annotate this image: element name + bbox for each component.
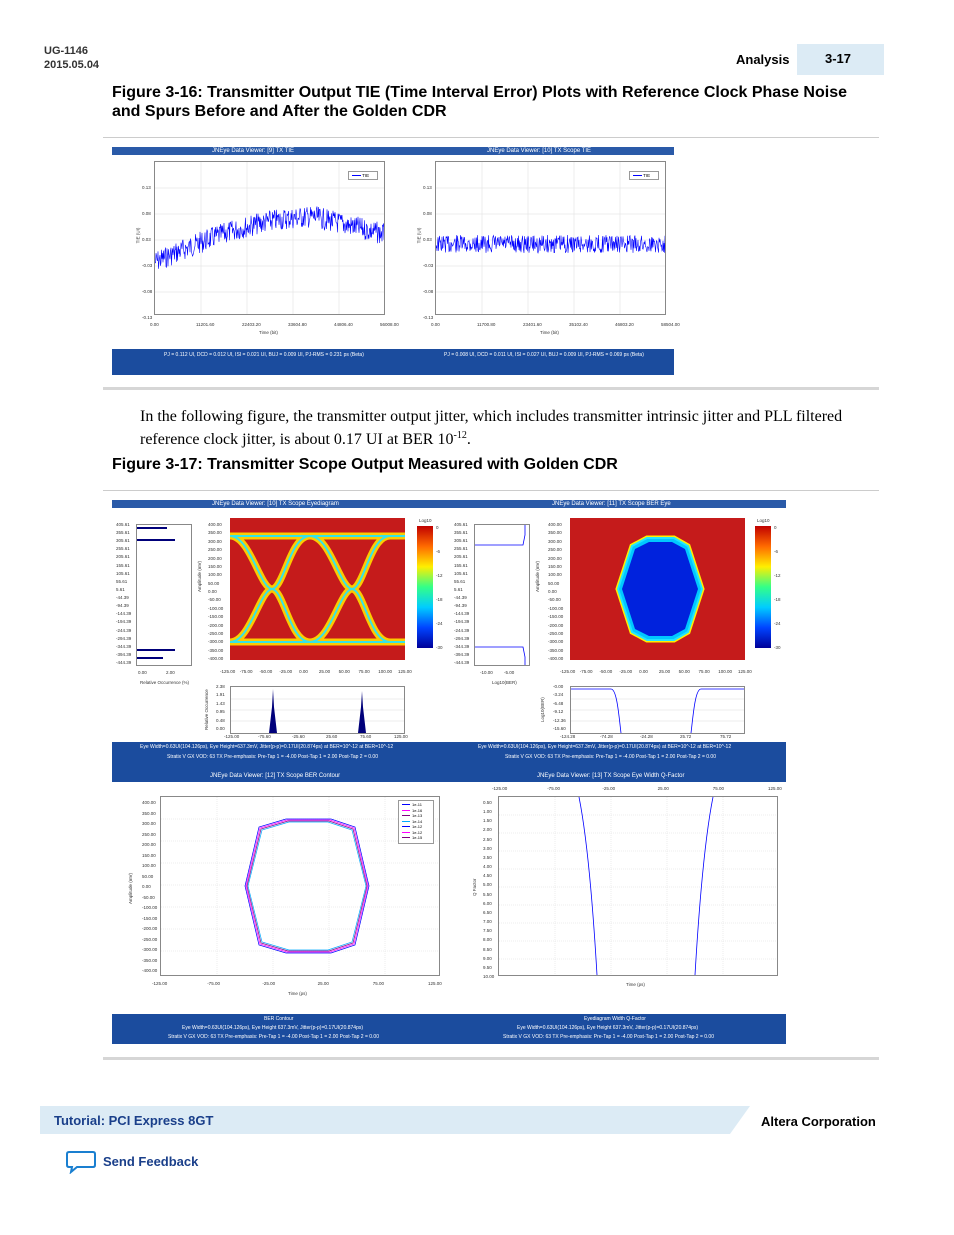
- page-number: 3-17: [825, 51, 852, 66]
- ber-ytick-13: -250.00: [548, 630, 564, 636]
- contour-xtick-4: 75.00: [372, 981, 385, 986]
- ro-xtick-0: -125.00: [224, 734, 240, 739]
- eye-ytick-11: -150.00: [208, 614, 224, 620]
- qfactor-ytick-19: 10.00: [483, 974, 495, 979]
- figure-16-title-bar: [112, 147, 674, 155]
- eye-ytick-12: -200.00: [208, 622, 224, 628]
- tie-left-ytick-2: 0.03: [142, 237, 151, 242]
- lb-ytick-5: -15.60: [553, 726, 566, 731]
- eye-ytick-8: 0.00: [208, 589, 217, 594]
- lb-xtick-0: -124.28: [560, 734, 576, 739]
- qfactor-xlabel: Time (ps): [626, 982, 645, 987]
- tie-left-stats: PJ = 0.112 UI, DCD = 0.012 UI, ISI = 0.021 UI, BUJ = 0.009 UI, PJ-RMS = 0.231 ps (Beta): [164, 352, 364, 358]
- hist-ytick-7: 55.61: [116, 578, 128, 584]
- contour-legend-label: 1e-12: [412, 829, 423, 835]
- doc-header-id: [44, 44, 99, 72]
- ber-ytick-4: 200.00: [548, 555, 562, 561]
- ber-ytick-16: -400.00: [548, 656, 564, 661]
- qfactor-ytick-9: 5.00: [483, 882, 492, 888]
- qfactor-ytick-13: 7.00: [483, 919, 492, 925]
- qfactor-xtick-5: 125.00: [768, 786, 782, 791]
- figure-16-title: Figure 3-16: Transmitter Output TIE (Time Interval Error) Plots with Reference Clock Phase Noise and Spurs Before and After the Golden CDR: [112, 84, 847, 120]
- eye-ytick-1: 350.00: [208, 530, 222, 536]
- eye-ytick-2: 300.00: [208, 538, 222, 544]
- hist-xtick-0: 0.00: [138, 670, 147, 675]
- ber-ytick-11: -150.00: [548, 614, 564, 620]
- doc-id: UG-1146: [44, 45, 89, 57]
- contour-config: Stratix V GX VOD: 63 TX Pre-emphasis: Pre-Tap 1 = -4.00 Post-Tap 1 = 2.00 Post-Tap 2 = 0.00: [168, 1034, 379, 1040]
- tie-left-ylabel: TIE (UI): [135, 227, 141, 244]
- contour-ytick-8: 0.00: [142, 884, 151, 889]
- ro-xtick-4: 75.60: [360, 734, 372, 739]
- eye-cbar-tick-4: -24: [436, 621, 443, 626]
- lb-xtick-2: -24.28: [640, 734, 653, 739]
- qfactor-ytick-5: 3.00: [483, 845, 492, 851]
- ber-ytick-1: 350.00: [548, 530, 562, 536]
- ro-xtick-3: 25.60: [326, 734, 338, 739]
- hist-ytick-5: 155.61: [116, 562, 130, 568]
- qfactor-xtick-0: -125.00: [492, 786, 508, 791]
- page-number-tab: [797, 44, 884, 75]
- bt-ytick-10: -94.39: [454, 603, 467, 609]
- hist-ytick-0: 405.61: [116, 522, 130, 527]
- ber-colorbar-label: Log10: [757, 518, 770, 523]
- relative-occurrence-plot: [230, 686, 405, 734]
- contour-ytick-9: -50.00: [142, 894, 155, 900]
- ber-ytick-14: -300.00: [548, 639, 564, 645]
- hist-ytick-13: -244.39: [116, 627, 132, 633]
- tie-right-plot-area: [435, 161, 666, 315]
- doc-date: 2015.05.04: [44, 59, 100, 71]
- tie-right-window-title: JNEye Data Viewer: [10] TX Scope TIE: [487, 148, 592, 154]
- contour-legend-label: 1e-12: [412, 824, 423, 829]
- ber-cbar-tick-1: -6: [774, 549, 779, 554]
- hist-ytick-17: -444.39: [116, 660, 132, 665]
- ber-eye-window-title: JNEye Data Viewer: [11] TX Scope BER Eye: [552, 501, 671, 507]
- hist-ytick-1: 355.61: [116, 530, 130, 536]
- lb-ylabel: Log10(BER): [540, 697, 545, 722]
- contour-xtick-3: 25.00: [317, 981, 329, 986]
- contour-ytick-1: 350.00: [142, 810, 156, 816]
- eye-cbar-tick-3: -18: [436, 597, 443, 602]
- eye-ytick-7: 50.00: [208, 580, 220, 586]
- qfactor-ytick-2: 1.50: [483, 818, 492, 824]
- contour-ytick-16: -400.00: [142, 968, 158, 973]
- eye-cbar-tick-5: -30: [436, 645, 443, 650]
- figure-16-image: [112, 147, 680, 375]
- contour-width-stats: Eye Width=0.63UI(104.126ps), Eye Height 637.3mV, Jitter(p-p)=0.17UI(20.874ps): [182, 1025, 364, 1031]
- lb-xtick-1: -74.28: [600, 734, 613, 739]
- tie-left-xtick-3: 33604.80: [288, 322, 307, 327]
- tie-right-ytick-1: 0.08: [423, 211, 432, 216]
- contour-legend-label: 1e-14: [412, 818, 423, 824]
- tie-left-xtick-4: 44806.40: [334, 322, 353, 327]
- bt-ytick-2: 305.61: [454, 538, 468, 544]
- eyediagram-window-title: JNEye Data Viewer: [10] TX Scope Eyediagram: [212, 501, 339, 507]
- qfactor-ylabel: Q Factor: [472, 878, 477, 896]
- qfactor-ytick-14: 7.50: [483, 928, 492, 934]
- contour-xlabel: Time (ps): [288, 991, 307, 996]
- eye-ytick-10: -100.00: [208, 605, 224, 611]
- bt-ytick-15: -344.39: [454, 643, 470, 649]
- lb-ytick-3: -9.12: [553, 709, 564, 715]
- bt-ytick-14: -294.39: [454, 635, 470, 641]
- qfactor-plot: [498, 796, 778, 976]
- bt-ytick-3: 255.61: [454, 546, 468, 552]
- hist-ytick-3: 255.61: [116, 546, 130, 552]
- eye-ytick-13: -250.00: [208, 630, 224, 636]
- contour-ytick-5: 150.00: [142, 852, 156, 858]
- eye-stats-left: Eye Width=0.63UI(104.126ps), Eye Height=637.3mV, Jitter(p-p)=0.17UI(20.874ps) at BER=10^-12 at BER=10^-12: [140, 744, 394, 750]
- body-paragraph-exponent: -12: [453, 430, 467, 441]
- contour-legend-label: 1e-11: [412, 802, 422, 807]
- eye-xtick-5: 25.00: [318, 669, 331, 674]
- eye-xtick-6: 50.00: [338, 669, 350, 674]
- ro-ytick-4: 0.48: [216, 717, 225, 723]
- ro-ylabel: Relative Occurrence: [204, 689, 209, 730]
- bt-ytick-6: 105.61: [454, 570, 468, 576]
- qfactor-ytick-3: 2.00: [483, 827, 492, 833]
- hist-ytick-6: 105.61: [116, 570, 130, 576]
- qfactor-xtick-3: 25.00: [657, 786, 669, 791]
- ber-xtick-2: -50.00: [599, 669, 613, 674]
- eye-xtick-8: 100.00: [378, 669, 392, 674]
- ber-xtick-1: -75.00: [579, 669, 593, 674]
- eye-ytick-5: 150.00: [208, 563, 222, 569]
- qfactor-ytick-1: 1.00: [483, 809, 492, 815]
- contour-ytick-4: 200.00: [142, 842, 156, 847]
- eye-ytick-3: 250.00: [208, 547, 222, 553]
- ro-ytick-3: 0.95: [216, 709, 225, 715]
- bt-ytick-4: 205.61: [454, 554, 468, 560]
- eye-xtick-7: 75.00: [358, 669, 370, 674]
- eye-ytick-14: -300.00: [208, 639, 224, 645]
- ber-eye-shape: [570, 518, 745, 660]
- figure-16-stats-bar: [112, 349, 674, 375]
- ber-ytick-15: -350.00: [548, 647, 564, 653]
- tie-left-ytick-4: -0.08: [142, 289, 153, 294]
- hist-ytick-16: -394.39: [116, 651, 132, 657]
- tie-right-ytick-4: -0.08: [423, 289, 434, 294]
- eye-ylabel: Amplitude (mV): [197, 560, 202, 592]
- bt-ytick-12: -194.39: [454, 619, 470, 625]
- ber-xtick-6: 50.00: [678, 669, 690, 674]
- hist-ytick-14: -294.39: [116, 635, 132, 641]
- qfactor-ytick-15: 8.00: [483, 937, 492, 943]
- tie-right-stats: PJ = 0.008 UI, DCD = 0.011 UI, ISI = 0.027 UI, BUJ = 0.009 UI, PJ-RMS = 0.069 ps (Beta): [444, 352, 644, 358]
- ber-cbar-tick-2: -12: [774, 573, 781, 578]
- ber-ytick-12: -200.00: [548, 622, 564, 628]
- qfactor-ytick-8: 4.50: [483, 873, 492, 879]
- eye-diagram-traces: [230, 518, 405, 660]
- eye-ytick-16: -400.00: [208, 656, 224, 661]
- tie-right-ytick-0: 0.13: [423, 185, 432, 190]
- hist-xtick-1: 2.00: [166, 670, 175, 675]
- qfactor-ytick-17: 9.00: [483, 955, 492, 961]
- contour-xtick-5: 125.00: [428, 981, 442, 986]
- tie-right-xtick-4: 46803.20: [615, 322, 634, 327]
- tie-right-ytick-5: -0.13: [423, 315, 434, 320]
- contour-ytick-3: 250.00: [142, 831, 156, 837]
- tie-left-plot-area: [154, 161, 385, 315]
- hist-ytick-11: -144.39: [116, 611, 132, 617]
- bt-xtick-1: -5.00: [504, 670, 515, 675]
- body-paragraph: [140, 407, 860, 449]
- ber-ytick-5: 150.00: [548, 563, 562, 569]
- eye-ytick-6: 100.00: [208, 572, 222, 578]
- eye-stats-right: Eye Width=0.63UI(104.126ps), Eye Height=637.3mV, Jitter(p-p)=0.17UI(20.874ps) at BER=10^-12 at BER=10^-12: [478, 744, 732, 750]
- hist-ytick-4: 205.61: [116, 554, 130, 560]
- hist-xlabel: Relative Occurrence (%): [140, 680, 190, 685]
- eye-xtick-1: -75.00: [239, 669, 253, 674]
- tie-right-xtick-1: 11700.80: [477, 322, 496, 327]
- ber-xtick-0: -125.00: [560, 669, 576, 674]
- qfactor-xtick-2: -25.00: [602, 786, 616, 791]
- contour-ytick-13: -250.00: [142, 936, 158, 942]
- contour-ytick-7: 50.00: [142, 873, 154, 879]
- ber-eye-heatmap: [570, 518, 745, 660]
- feedback-icon[interactable]: [66, 1150, 96, 1174]
- qfactor-ytick-4: 2.50: [483, 836, 492, 842]
- contour-xtick-2: -25.00: [262, 981, 276, 986]
- eye-cbar-tick-1: -6: [436, 549, 441, 554]
- figure-17-image: [112, 500, 786, 1044]
- ro-xtick-1: -75.60: [258, 734, 271, 739]
- figure-17-title-bar-top: [112, 500, 786, 508]
- eye-xtick-2: -50.00: [259, 669, 273, 674]
- qfactor-ytick-16: 8.50: [483, 946, 492, 952]
- tie-left-xtick-2: 22403.20: [242, 322, 261, 327]
- ro-ytick-2: 1.43: [216, 700, 225, 706]
- bt-xlabel: Log10(BER): [492, 680, 517, 685]
- eye-ytick-9: -50.00: [208, 597, 221, 603]
- tie-right-trace: [436, 162, 665, 314]
- ber-ytick-9: -50.00: [548, 597, 561, 603]
- bathtub-side-trace: [475, 525, 529, 665]
- tie-right-ylabel: TIE (UI): [416, 227, 422, 244]
- ber-ytick-10: -100.00: [548, 605, 564, 611]
- figure-17-bottom-rule: [103, 1057, 879, 1060]
- tie-right-ytick-2: 0.03: [423, 237, 432, 242]
- ber-xtick-5: 25.00: [658, 669, 671, 674]
- bt-ytick-9: -44.39: [454, 595, 467, 601]
- ber-xtick-4: 0.00: [639, 669, 648, 674]
- ber-ytick-0: 400.00: [548, 522, 562, 527]
- contour-ylabel: Amplitude (mV): [128, 872, 133, 904]
- ro-xtick-2: -25.60: [292, 734, 305, 739]
- log-ber-trace: [571, 687, 744, 733]
- ber-ytick-8: 0.00: [548, 589, 557, 594]
- section-name: Analysis: [736, 52, 790, 67]
- contour-ytick-11: -150.00: [142, 915, 158, 921]
- bt-ytick-0: 405.61: [454, 522, 468, 527]
- relative-occurrence-peaks: [231, 687, 404, 733]
- ber-eye-ylabel: Amplitude (mV): [535, 560, 540, 592]
- eye-colorbar-label: Log10: [419, 518, 432, 523]
- ber-ytick-2: 300.00: [548, 538, 562, 544]
- lb-xtick-3: 25.72: [680, 734, 692, 739]
- ber-colorbar: [755, 526, 771, 648]
- bt-xtick-0: -10.00: [480, 670, 493, 675]
- eye-ytick-0: 400.00: [208, 522, 222, 527]
- log-ber-plot: [570, 686, 745, 734]
- tie-left-ytick-5: -0.13: [142, 315, 153, 320]
- ber-cbar-tick-0: 0: [774, 525, 777, 530]
- amplitude-histogram-bars: [137, 525, 191, 665]
- hist-ytick-15: -344.39: [116, 643, 132, 649]
- ber-xtick-9: 125.00: [738, 669, 752, 674]
- contour-ytick-10: -100.00: [142, 905, 158, 910]
- bt-ytick-7: 55.61: [454, 578, 466, 584]
- tie-left-window-title: JNEye Data Viewer: [9] TX TIE: [212, 148, 295, 154]
- qfactor-traces: [499, 797, 777, 975]
- eye-xtick-3: -25.00: [279, 669, 293, 674]
- lb-xtick-4: 75.72: [720, 734, 732, 739]
- footer-doc-title[interactable]: Tutorial: PCI Express 8GT: [54, 1113, 214, 1128]
- qfactor-ytick-10: 5.50: [483, 891, 492, 897]
- eye-ytick-4: 200.00: [208, 555, 222, 561]
- lb-ytick-1: -3.24: [553, 692, 564, 698]
- ro-ytick-0: 2.38: [216, 684, 225, 689]
- send-feedback-link[interactable]: Send Feedback: [103, 1154, 199, 1169]
- hist-ytick-2: 305.61: [116, 538, 130, 544]
- tie-right-xtick-0: 0.00: [431, 322, 440, 327]
- contour-ytick-15: -350.00: [142, 957, 158, 963]
- bottom-stats-bar: [112, 1014, 786, 1044]
- qfactor-xtick-4: 75.00: [712, 786, 725, 791]
- qfactor-window-title: JNEye Data Viewer: [13] TX Scope Eye Width Q-Factor: [537, 773, 685, 779]
- eye-ytick-15: -350.00: [208, 647, 224, 653]
- figure-17-title: Figure 3-17: Transmitter Scope Output Measured with Golden CDR: [112, 456, 618, 473]
- qfactor-ytick-11: 6.00: [483, 900, 492, 906]
- ber-cbar-tick-5: -30: [774, 645, 781, 650]
- eye-cbar-tick-0: 0: [436, 525, 439, 530]
- contour-legend: [398, 800, 434, 844]
- body-paragraph-end: .: [466, 431, 471, 448]
- eye-xtick-4: 0.00: [299, 669, 308, 674]
- eye-cbar-tick-2: -12: [436, 573, 443, 578]
- ber-ytick-7: 50.00: [548, 580, 560, 586]
- bt-ytick-11: -144.39: [454, 611, 470, 617]
- bathtub-side-plot: [474, 524, 530, 666]
- qfactor-xtick-1: -75.00: [547, 786, 560, 791]
- contour-xtick-1: -75.00: [207, 981, 220, 986]
- tie-left-xtick-5: 56008.00: [380, 322, 399, 327]
- tie-left-legend: [348, 171, 378, 180]
- contour-legend-item: [402, 835, 430, 841]
- qfactor-ytick-6: 3.50: [483, 854, 492, 860]
- tie-right-xtick-2: 23401.60: [523, 322, 542, 327]
- qfactor-width-stats: Eye Width=0.63UI(104.126ps), Eye Height 637.3mV, Jitter(p-p)=0.17UI(20.874ps): [517, 1025, 699, 1031]
- tie-right-legend-label: TIE: [643, 173, 651, 178]
- ro-xtick-5: 125.00: [394, 734, 408, 739]
- qfactor-ytick-0: 0.50: [483, 800, 492, 805]
- hist-ytick-10: -94.39: [116, 603, 129, 609]
- ber-cbar-tick-4: -24: [774, 621, 781, 626]
- tie-left-xlabel: Time (bit): [259, 330, 278, 335]
- lb-ytick-2: -6.48: [553, 700, 564, 706]
- contour-ytick-2: 300.00: [142, 821, 156, 826]
- eye-stats-bar: [112, 742, 786, 782]
- qfactor-ytick-7: 4.00: [483, 864, 492, 870]
- tie-right-xlabel: Time (bit): [540, 330, 559, 335]
- tie-left-ytick-1: 0.08: [142, 211, 151, 216]
- contour-legend-items: [402, 802, 430, 841]
- footer-company: Altera Corporation: [761, 1114, 876, 1129]
- ber-xtick-7: 75.00: [698, 669, 710, 674]
- contour-ytick-14: -300.00: [142, 947, 158, 952]
- amplitude-histogram: [136, 524, 192, 666]
- bt-ytick-13: -244.39: [454, 627, 470, 633]
- contour-legend-label: 1e-16: [412, 807, 423, 813]
- contour-caption: BER Contour: [264, 1016, 294, 1022]
- bt-ytick-17: -444.39: [454, 660, 470, 665]
- ro-ytick-5: 0.00: [216, 726, 225, 731]
- ro-ytick-1: 1.91: [216, 692, 225, 698]
- qfactor-config: Stratix V GX VOD: 63 TX Pre-emphasis: Pre-Tap 1 = -4.00 Post-Tap 1 = 2.00 Post-Tap 2 = 0.00: [503, 1034, 714, 1040]
- tie-left-trace: [155, 162, 384, 314]
- eye-xtick-0: -125.00: [220, 669, 236, 674]
- figure-17-top-rule: [103, 490, 879, 491]
- contour-xtick-0: -125.00: [152, 981, 168, 986]
- figure-16-bottom-rule: [103, 387, 879, 390]
- qfactor-ytick-18: 9.50: [483, 964, 492, 970]
- contour-ytick-0: 400.00: [142, 800, 156, 805]
- ber-xtick-8: 100.00: [718, 669, 732, 674]
- eye-diagram-heatmap: [230, 518, 405, 660]
- eye-colorbar: [417, 526, 433, 648]
- figure-16-top-rule: [103, 137, 879, 138]
- tie-left-xtick-1: 11201.60: [196, 322, 215, 327]
- qfactor-ytick-12: 6.50: [483, 909, 492, 915]
- tie-right-ytick-3: -0.03: [423, 263, 434, 268]
- eye-config-left: Stratix V GX VOD: 63 TX Pre-emphasis: Pre-Tap 1 = -4.00 Post-Tap 1 = 2.00 Post-Tap 2 = 0.00: [167, 754, 378, 760]
- contour-ytick-6: 100.00: [142, 863, 156, 868]
- ber-ytick-6: 100.00: [548, 572, 562, 578]
- tie-left-ytick-0: 0.13: [142, 185, 151, 190]
- qfactor-caption: Eyediagram Width Q-Factor: [584, 1016, 646, 1022]
- hist-ytick-9: -44.39: [116, 595, 129, 601]
- tie-left-ytick-3: -0.03: [142, 263, 153, 268]
- contour-legend-label: 1e-15: [412, 835, 423, 840]
- bt-ytick-5: 155.61: [454, 562, 468, 568]
- ber-ytick-3: 250.00: [548, 547, 562, 553]
- contour-legend-label: 1e-13: [412, 813, 423, 818]
- ber-cbar-tick-3: -18: [774, 597, 781, 602]
- bt-ytick-8: 5.61: [454, 586, 463, 592]
- contour-ytick-12: -200.00: [142, 926, 158, 931]
- ber-xtick-3: -25.00: [619, 669, 633, 674]
- eye-config-right: Stratix V GX VOD: 63 TX Pre-emphasis: Pre-Tap 1 = -4.00 Post-Tap 1 = 2.00 Post-Tap 2 = 0.00: [505, 754, 716, 760]
- bt-ytick-1: 355.61: [454, 530, 468, 536]
- tie-left-legend-label: TIE: [362, 173, 370, 178]
- body-paragraph-text: In the following figure, the transmitter output jitter, which includes transmitter intrinsic jitter and PLL filtered reference clock jitter, is about 0.17 UI at BER 10: [140, 408, 843, 448]
- hist-ytick-8: 5.61: [116, 586, 125, 592]
- contour-window-title: JNEye Data Viewer: [12] TX Scope BER Contour: [210, 773, 341, 779]
- tie-left-xtick-0: 0.00: [150, 322, 159, 327]
- hist-ytick-12: -194.39: [116, 619, 132, 625]
- lb-ytick-4: -12.36: [553, 717, 566, 723]
- tie-right-xtick-5: 58504.00: [661, 322, 680, 327]
- tie-right-legend: [629, 171, 659, 180]
- lb-ytick-0: -0.00: [553, 684, 564, 689]
- eye-xtick-9: 125.00: [398, 669, 412, 674]
- bt-ytick-16: -394.39: [454, 651, 470, 657]
- tie-right-xtick-3: 35102.40: [569, 322, 588, 327]
